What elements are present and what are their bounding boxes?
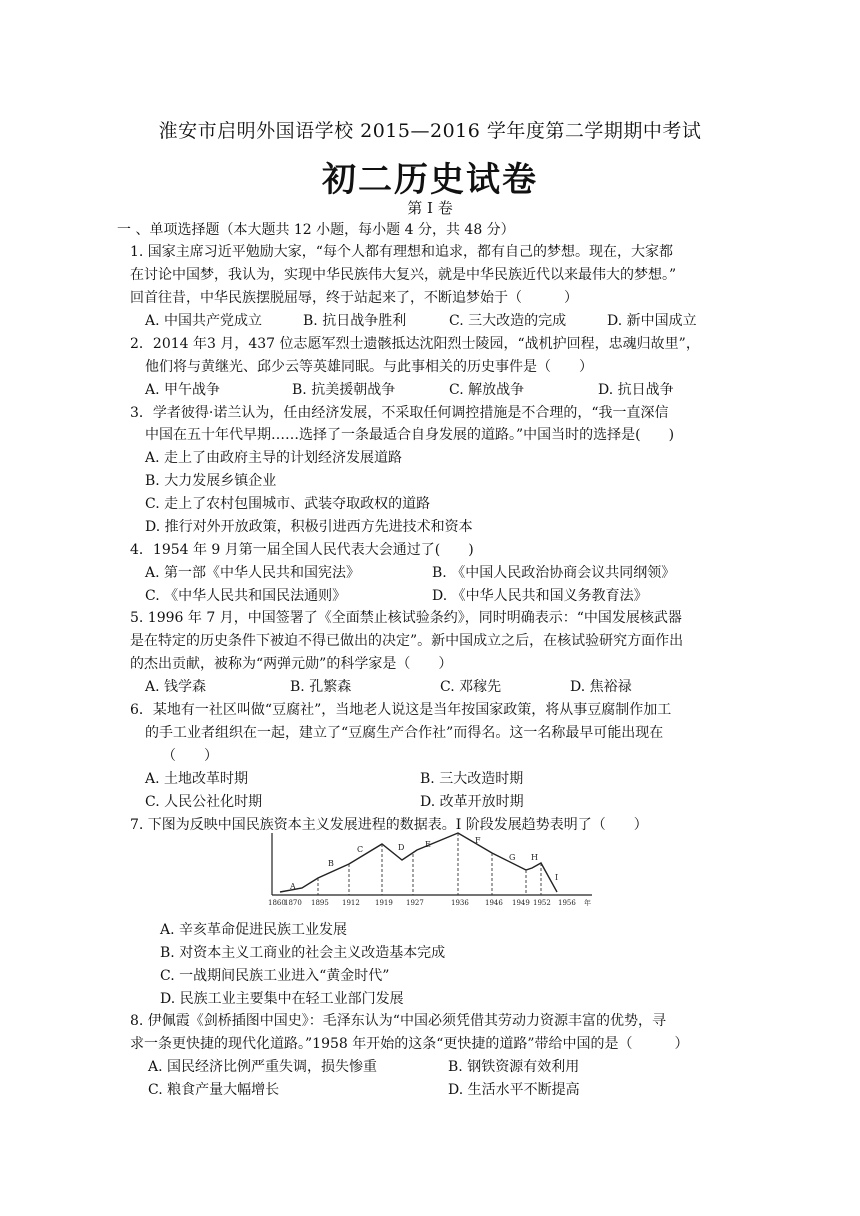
q8-option-b: B. 钢铁资源有效利用	[448, 1059, 580, 1075]
q3-option-b: B. 大力发展乡镇企业	[145, 473, 277, 489]
q6-option-d: D. 改革开放时期	[420, 794, 524, 810]
q6-option-c: C. 人民公社化时期	[145, 794, 263, 810]
q8-option-c: C. 粮食产量大幅增长	[148, 1082, 280, 1098]
q1-text-line-3: 回首往昔，中华民族摆脱屈辱，终于站起来了，不断追梦始于（ ）	[130, 290, 578, 306]
q5-option-d: D. 焦裕禄	[570, 679, 632, 695]
q3-option-c: C. 走上了农村包围城市、武装夺取政权的道路	[145, 496, 431, 512]
year-label-1949: 1949	[512, 899, 530, 907]
q2-option-b: B. 抗美援朝战争	[292, 382, 396, 398]
q5-text-line-2: 是在特定的历史条件下被迫不得已做出的决定”。新中国成立之后，在核试验研究方面作出	[130, 633, 684, 649]
q5-option-c: C. 邓稼先	[440, 679, 502, 695]
q7-option-d: D. 民族工业主要集中在轻工业部门发展	[160, 991, 404, 1007]
q7-option-b: B. 对资本主义工商业的社会主义改造基本完成	[160, 945, 446, 961]
q7-text-line-1: 7. 下图为反映中国民族资本主义发展进程的数据表。I 阶段发展趋势表明了（ ）	[130, 817, 648, 833]
q5-option-b: B. 孔繁森	[290, 679, 352, 695]
q4-option-a: A. 第一部《中华人民共和国宪法》	[145, 565, 361, 581]
stage-label-g: G	[509, 853, 516, 862]
stage-label-i: I	[555, 873, 559, 882]
year-unit: 年	[584, 899, 591, 907]
q1-text-line-1: 1. 国家主席习近平勉励大家，“每个人都有理想和追求，都有自己的梦想。现在，大家都	[130, 244, 673, 260]
q3-text-line-2: 中国在五十年代早期……选择了一条最适合自身发展的道路。”中国当时的选择是( )	[145, 427, 675, 443]
year-label-1946: 1946	[485, 899, 503, 907]
q2-option-d: D. 抗日战争	[598, 382, 674, 398]
q1-option-b: B. 抗日战争胜利	[303, 313, 407, 329]
q2-option-c: C. 解放战争	[449, 382, 525, 398]
year-label-1927: 1927	[406, 899, 424, 907]
q3-option-a: A. 走上了由政府主导的计划经济发展道路	[145, 450, 403, 466]
q1-option-c: C. 三大改造的完成	[449, 313, 567, 329]
stage-label-d: D	[398, 843, 405, 852]
year-label-1860: 1860	[268, 899, 286, 907]
volume-title: 第 I 卷	[407, 199, 453, 217]
trend-figure	[262, 830, 622, 910]
section-heading: 一 、单项选择题（本大题共 12 小题，每小题 4 分，共 48 分）	[117, 222, 515, 238]
q8-option-d: D. 生活水平不断提高	[448, 1082, 580, 1098]
q6-text-line-2: 的手工业者组织在一起，建立了“豆腐生产合作社”而得名。这一名称最早可能出现在	[145, 725, 664, 741]
year-label-1919: 1919	[375, 899, 393, 907]
q2-option-a: A. 甲午战争	[145, 382, 221, 398]
q4-text-line-1: 4．1954 年 9 月第一届全国人民代表大会通过了( )	[130, 542, 474, 558]
stage-label-h: H	[531, 853, 538, 862]
q1-option-a: A. 中国共产党成立	[145, 313, 263, 329]
school-title: 淮安市启明外国语学校 2015—2016 学年度第二学期期中考试	[158, 120, 702, 142]
q1-text-line-2: 在讨论中国梦，我认为，实现中华民族伟大复兴，就是中华民族近代以来最伟大的梦想。”	[130, 267, 677, 283]
q2-text-line-1: 2．2014 年3 月，437 位志愿军烈士遗骸抵达沈阳烈士陵园，“战机护回程，忠魂归故里”，	[130, 336, 700, 352]
year-label-1952: 1952	[533, 899, 551, 907]
q2-text-line-2: 他们将与黄继光、邱少云等英雄同眠。与此事相关的历史事件是（ ）	[145, 359, 593, 375]
year-label-1956: 1956	[558, 899, 576, 907]
q1-option-d: D. 新中国成立	[607, 313, 697, 329]
q6-option-a: A. 土地改革时期	[145, 771, 249, 787]
year-label-1936: 1936	[451, 899, 469, 907]
stage-label-e: E	[425, 840, 431, 849]
q4-option-d: D. 《中华人民共和国义务教育法》	[432, 588, 648, 604]
year-label-1870: 1870	[284, 899, 302, 907]
year-label-1895: 1895	[311, 899, 329, 907]
trend-line	[280, 833, 557, 892]
q7-option-a: A. 辛亥革命促进民族工业发展	[160, 922, 348, 938]
stage-label-f: F	[475, 836, 481, 845]
q8-text-line-2: 求一条更快捷的现代化道路。”1958 年开始的这条“更快捷的道路”带给中国的是（ ）	[130, 1036, 689, 1052]
q7-option-c: C. 一战期间民族工业进入“黄金时代”	[160, 968, 390, 984]
q5-text-line-3: 的杰出贡献，被称为“两弹元勋”的科学家是（ ）	[130, 656, 453, 672]
q6-option-b: B. 三大改造时期	[420, 771, 524, 787]
q8-text-line-1: 8. 伊佩霞《剑桥插图中国史》：毛泽东认为“中国必须凭借其劳动力资源丰富的优势，寻	[130, 1013, 666, 1029]
q4-option-b: B. 《中国人民政治协商会议共同纲领》	[432, 565, 676, 581]
q3-text-line-1: 3．学者彼得·诺兰认为，任由经济发展，不采取任何调控措施是不合理的，“我一直深信	[130, 405, 669, 421]
stage-label-a: A	[290, 882, 296, 891]
stage-label-b: B	[328, 859, 334, 868]
exam-title: 初二历史试卷	[322, 160, 538, 200]
q6-text-line-3: （ ）	[162, 748, 218, 764]
stage-label-c: C	[357, 845, 364, 854]
q6-text-line-1: 6．某地有一社区叫做“豆腐社”，当地老人说这是当年按国家政策，将从事豆腐制作加工	[130, 702, 672, 718]
q3-option-d: D. 推行对外开放政策，积极引进西方先进技术和资本	[145, 519, 473, 535]
q8-option-a: A. 国民经济比例严重失调，损失惨重	[148, 1059, 378, 1075]
q5-option-a: A. 钱学森	[145, 679, 207, 695]
year-label-1912: 1912	[342, 899, 360, 907]
q4-option-c: C. 《中华人民共和国民法通则》	[145, 588, 347, 604]
q5-text-line-1: 5. 1996 年 7 月，中国签署了《全面禁止核试验条约》，同时明确表示：“中国发展核武器	[130, 610, 682, 626]
